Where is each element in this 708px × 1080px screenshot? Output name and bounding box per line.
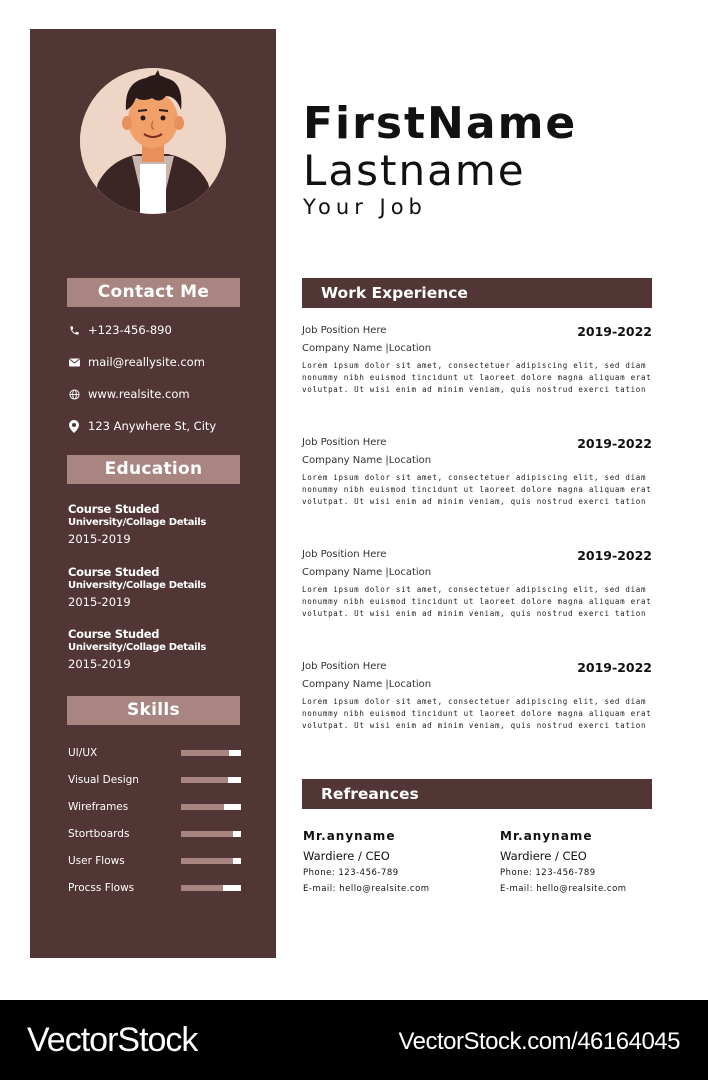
reference-name: Mr.anyname [303, 829, 396, 843]
education-item [68, 627, 206, 672]
watermark-brand: VectorStock [27, 1021, 198, 1059]
job-description: Lorem ipsum dolor sit amet, consectetuer adipiscing elit, sed diam nonummy nibh euismod tincidunt ut laoreet dolore magna aliquam erat volutpat. Ut wisi enim ad minim veniam, quis nostrud exerci tation [302, 585, 652, 618]
skill-bar-fill [181, 885, 223, 891]
reference-name: Mr.anyname [500, 829, 593, 843]
education-university: University/Collage Details [68, 580, 207, 591]
skill-bar [181, 885, 241, 891]
skill-name: User Flows [68, 855, 125, 867]
contact-phone-text: +123-456-890 [88, 323, 172, 337]
globe-icon [68, 388, 80, 400]
contact-website[interactable] [68, 386, 190, 402]
education-course: Course Studed [68, 565, 160, 579]
contact-email[interactable] [68, 354, 205, 370]
education-university: University/Collage Details [68, 517, 207, 528]
skill-bar [181, 858, 241, 864]
person-illustration-icon [80, 68, 226, 214]
job-position: Job Position Here [302, 437, 387, 448]
last-name: Lastname [303, 146, 526, 195]
first-name: FirstName [303, 98, 578, 149]
skill-bar [181, 777, 241, 783]
skill-row [68, 854, 241, 868]
skill-name: Wireframes [68, 801, 129, 813]
job-position: Job Position Here [302, 661, 387, 672]
skill-bar [181, 831, 241, 837]
company-location: Company Name |Location [302, 679, 432, 690]
skill-bar-fill [181, 831, 233, 837]
skill-row [68, 800, 241, 814]
skills-heading: Skills [67, 696, 240, 725]
education-item [68, 565, 206, 610]
education-university: University/Collage Details [68, 642, 207, 653]
skill-bar-fill [181, 750, 229, 756]
reference-role: Wardiere / CEO [303, 849, 390, 863]
job-years: 2019-2022 [577, 548, 652, 563]
reference-email[interactable]: E-mail: hello@realsite.com [303, 884, 430, 894]
company-location: Company Name |Location [302, 567, 432, 578]
contact-heading: Contact Me [67, 278, 240, 307]
phone-icon [68, 324, 80, 336]
education-years: 2015-2019 [68, 532, 131, 546]
watermark-footer [0, 1000, 708, 1080]
job-title: Your Job [303, 195, 427, 219]
skill-bar [181, 804, 241, 810]
watermark-url[interactable]: VectorStock.com/46164045 [398, 1028, 680, 1055]
reference-phone: Phone: 123-456-789 [500, 868, 596, 878]
education-years: 2015-2019 [68, 657, 131, 671]
profile-avatar [80, 68, 226, 214]
skill-bar-fill [181, 858, 233, 864]
job-description: Lorem ipsum dolor sit amet, consectetuer adipiscing elit, sed diam nonummy nibh euismod tincidunt ut laoreet dolore magna aliquam erat volutpat. Ut wisi enim ad minim veniam, quis nostrud exerci tation [302, 473, 652, 506]
contact-address [68, 418, 216, 434]
skill-row [68, 827, 241, 841]
job-years: 2019-2022 [577, 436, 652, 451]
reference-role: Wardiere / CEO [500, 849, 587, 863]
job-years: 2019-2022 [577, 324, 652, 339]
education-course: Course Studed [68, 627, 160, 641]
location-pin-icon [68, 420, 80, 432]
reference-phone: Phone: 123-456-789 [303, 868, 399, 878]
contact-email-text: mail@reallysite.com [88, 355, 205, 369]
job-years: 2019-2022 [577, 660, 652, 675]
contact-phone [68, 322, 172, 338]
education-heading: Education [67, 455, 240, 484]
education-item [68, 502, 206, 547]
skill-row [68, 746, 241, 760]
contact-address-text: 123 Anywhere St, City [88, 419, 217, 433]
education-years: 2015-2019 [68, 595, 131, 609]
skill-name: Stortboards [68, 828, 130, 840]
mail-icon [68, 356, 80, 368]
references-heading: Refreances [302, 779, 652, 809]
company-location: Company Name |Location [302, 455, 432, 466]
reference-card [303, 828, 483, 897]
skill-row [68, 881, 241, 895]
company-location: Company Name |Location [302, 343, 432, 354]
job-position: Job Position Here [302, 325, 387, 336]
contact-website-text: www.realsite.com [88, 387, 190, 401]
job-description: Lorem ipsum dolor sit amet, consectetuer adipiscing elit, sed diam nonummy nibh euismod tincidunt ut laoreet dolore magna aliquam erat volutpat. Ut wisi enim ad minim veniam, quis nostrud exerci tation [302, 361, 652, 394]
skill-bar-fill [181, 777, 228, 783]
skill-name: Procss Flows [68, 882, 135, 894]
job-position: Job Position Here [302, 549, 387, 560]
skill-bar-fill [181, 804, 224, 810]
job-description: Lorem ipsum dolor sit amet, consectetuer adipiscing elit, sed diam nonummy nibh euismod tincidunt ut laoreet dolore magna aliquam erat volutpat. Ut wisi enim ad minim veniam, quis nostrud exerci tation [302, 697, 652, 730]
skill-row [68, 773, 241, 787]
skill-name: Visual Design [68, 774, 139, 786]
skill-bar [181, 750, 241, 756]
reference-card [500, 828, 680, 897]
skill-name: UI/UX [68, 747, 98, 759]
work-experience-heading: Work Experience [302, 278, 652, 308]
education-course: Course Studed [68, 502, 160, 516]
reference-email[interactable]: E-mail: hello@realsite.com [500, 884, 627, 894]
